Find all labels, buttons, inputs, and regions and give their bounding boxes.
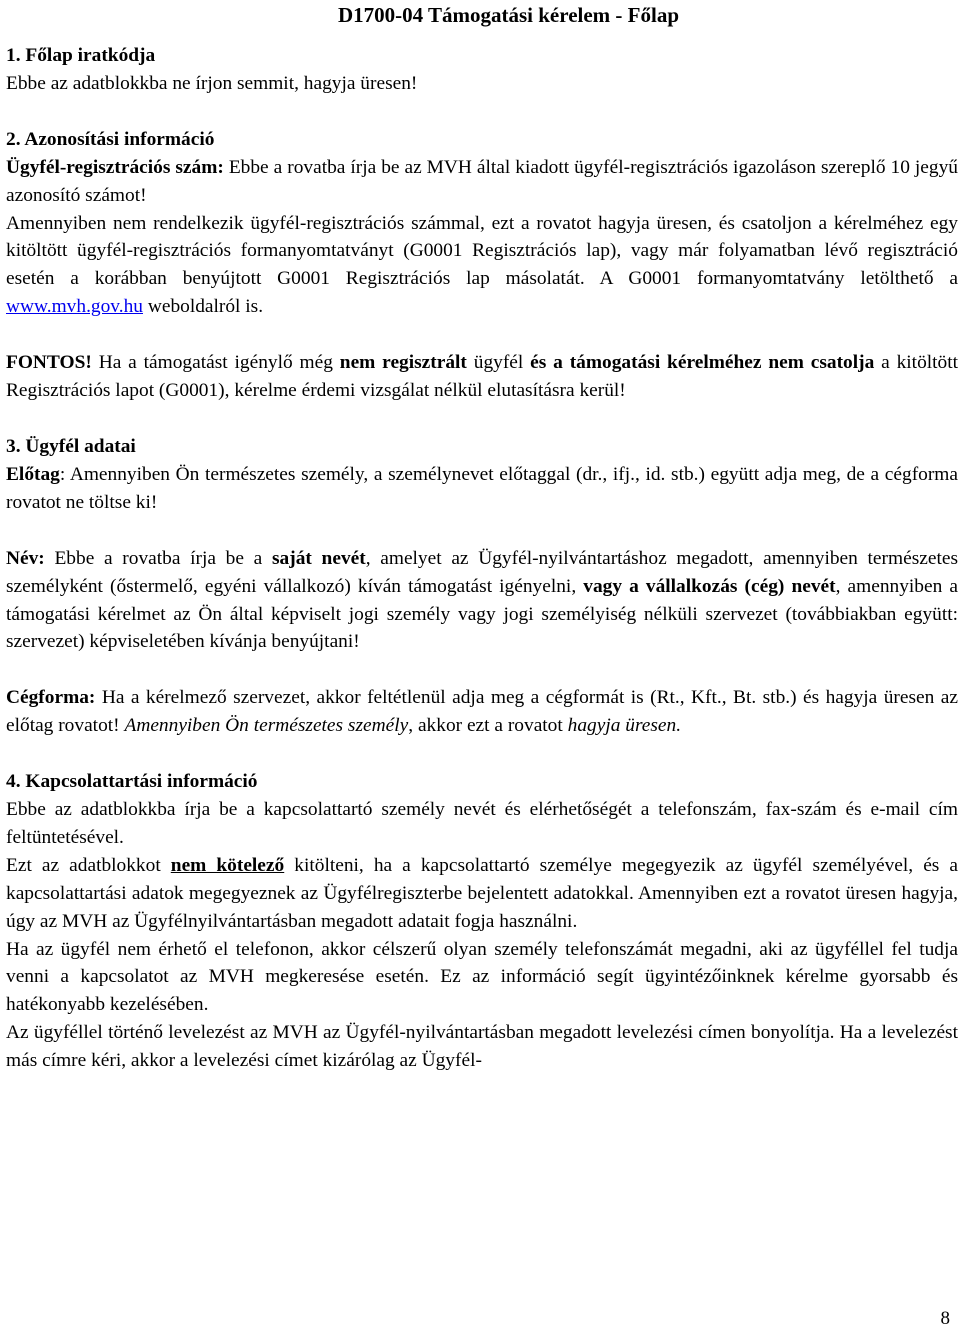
mvh-website-link[interactable]: www.mvh.gov.hu [6, 296, 143, 318]
section-2-text-1: Ebbe a rovatba írja be az MVH által kiadott ügyfél-regisztrációs igazoláson szereplő 10 jegyű azonosító számot! [6, 156, 959, 206]
important-text-3: a kitöltött Regisztrációs lapot (G0001), kérelme érdemi vizsgálat nélkül elutasításra kerül! [6, 352, 959, 402]
name-bold-1: saját nevét [272, 547, 366, 569]
section-2-paragraph-2 [6, 210, 958, 322]
section-4-p2-bold: nem kötelező [170, 854, 285, 876]
section-2-heading: 2. Azonosítási információ [6, 128, 215, 150]
important-notice [6, 349, 958, 405]
section-4-paragraph-2 [6, 852, 958, 936]
section-4-paragraph-4: Az ügyféllel történő levelezést az MVH az Ügyfél-nyilvántartásban megadott levelezési címen bonyolítja. Ha a levelezést más címre kéri, akkor a levelezési címet kizárólag az Ügyfél- [6, 1022, 958, 1072]
section-2-text-2: Amennyiben nem rendelkezik ügyfél-regisztrációs számmal, ezt a rovatot hagyja üresen, és csatoljon a kérelméhez egy kitöltött ügyfél-regisztrációs formanyomtatványt (G0001 Regisztrációs lap), vagy már folyamatban lévő regisztráció esetén a korábban benyújtott G0001 Regisztrációs lap másolatát. A G0001 formanyomtatvány letölthető a [6, 212, 958, 290]
company-form-paragraph [6, 684, 958, 740]
section-4-heading: 4. Kapcsolattartási információ [6, 771, 258, 793]
company-form-text-2: , akkor ezt a rovatot [408, 715, 568, 737]
prefix-paragraph [6, 461, 958, 517]
important-text-2: ügyfél [466, 352, 531, 374]
client-reg-number-label: Ügyfél-regisztrációs szám: [6, 156, 224, 178]
document-body [6, 42, 958, 1075]
page-number: 8 [940, 1308, 950, 1329]
important-text-1: Ha a támogatást igénylő még [91, 352, 340, 374]
important-label: FONTOS! [6, 352, 92, 374]
name-bold-2: vagy a vállalkozás (cég) nevét [583, 575, 836, 597]
company-form-label: Cégforma: [6, 687, 96, 709]
important-bold-2: és a támogatási kérelméhez nem csatolja [530, 352, 875, 374]
page-title: D1700-04 Támogatási kérelem - Főlap [337, 3, 679, 27]
section-4-p2-text-2: kitölteni, ha a kapcsolattartó személye megegyezik az ügyfél személyével, és a kapcsolattartási adatok megegyeznek az Ügyfélregiszterbe bejelentett adatokkal. Amennyiben ezt a rovatot üresen hagyja, úgy az MVH az Ügyfélnyilvántartásban megadott adatait fogja használni. [6, 854, 959, 932]
prefix-text: : Amennyiben Ön természetes személy, a személynevet előtaggal (dr., ifj., id. stb.) együtt adja meg, de a cégforma rovatot ne töltse ki! [6, 463, 958, 513]
important-bold-1: nem regisztrált [339, 352, 467, 374]
name-text-3: , amennyiben a támogatási kérelmet az Ön által képviselt jogi személy vagy jogi személyiség nélküli szervezet (továbbiakban együtt: szervezet) képviseletében kívánja benyújtani! [6, 575, 958, 653]
section-4-paragraph-1: Ebbe az adatblokkba írja be a kapcsolattartó személy nevét és elérhetőségét a telefonszám, fax-szám és e-mail cím feltüntetésével. [6, 799, 958, 848]
company-form-italic-2: hagyja üresen. [567, 715, 682, 737]
name-paragraph [6, 545, 958, 657]
company-form-text-1: Ha a kérelmező szervezet, akkor feltétlenül adja meg a cégformát is (Rt., Kft., Bt. stb.) és hagyja üresen az előtag rovatot! [6, 687, 958, 737]
section-1-text: Ebbe az adatblokkba ne írjon semmit, hagyja üresen! [6, 72, 418, 94]
section-2-text-3: weboldalról is. [142, 296, 264, 318]
name-text-2: , amelyet az Ügyfél-nyilvántartáshoz megadott, amennyiben természetes személyként (őstermelő, egyéni vállalkozó) kíván támogatást igényelni, [6, 547, 958, 597]
section-4-paragraph-3: Ha az ügyfél nem érhető el telefonon, akkor célszerű olyan személy telefonszámát megadni, aki az ügyféllel fel tudja venni a kapcsolatot az MVH megkeresése esetén. Ez az információ segít ügyintézőinknek kérelme gyorsabb és hatékonyabb kezelésében. [6, 938, 958, 1016]
prefix-label: Előtag [6, 463, 60, 485]
document-page [6, 0, 958, 1075]
name-text-1: Ebbe a rovatba írja be a [44, 547, 272, 569]
company-form-italic-1: Amennyiben Ön természetes személy [124, 715, 409, 737]
section-2-paragraph-1 [6, 154, 958, 210]
section-3-heading: 3. Ügyfél adatai [6, 435, 136, 457]
section-4-p2-text-1: Ezt az adatblokkot [6, 854, 171, 876]
section-1-heading: 1. Főlap iratkódja [6, 45, 156, 66]
name-label: Név: [6, 547, 45, 569]
